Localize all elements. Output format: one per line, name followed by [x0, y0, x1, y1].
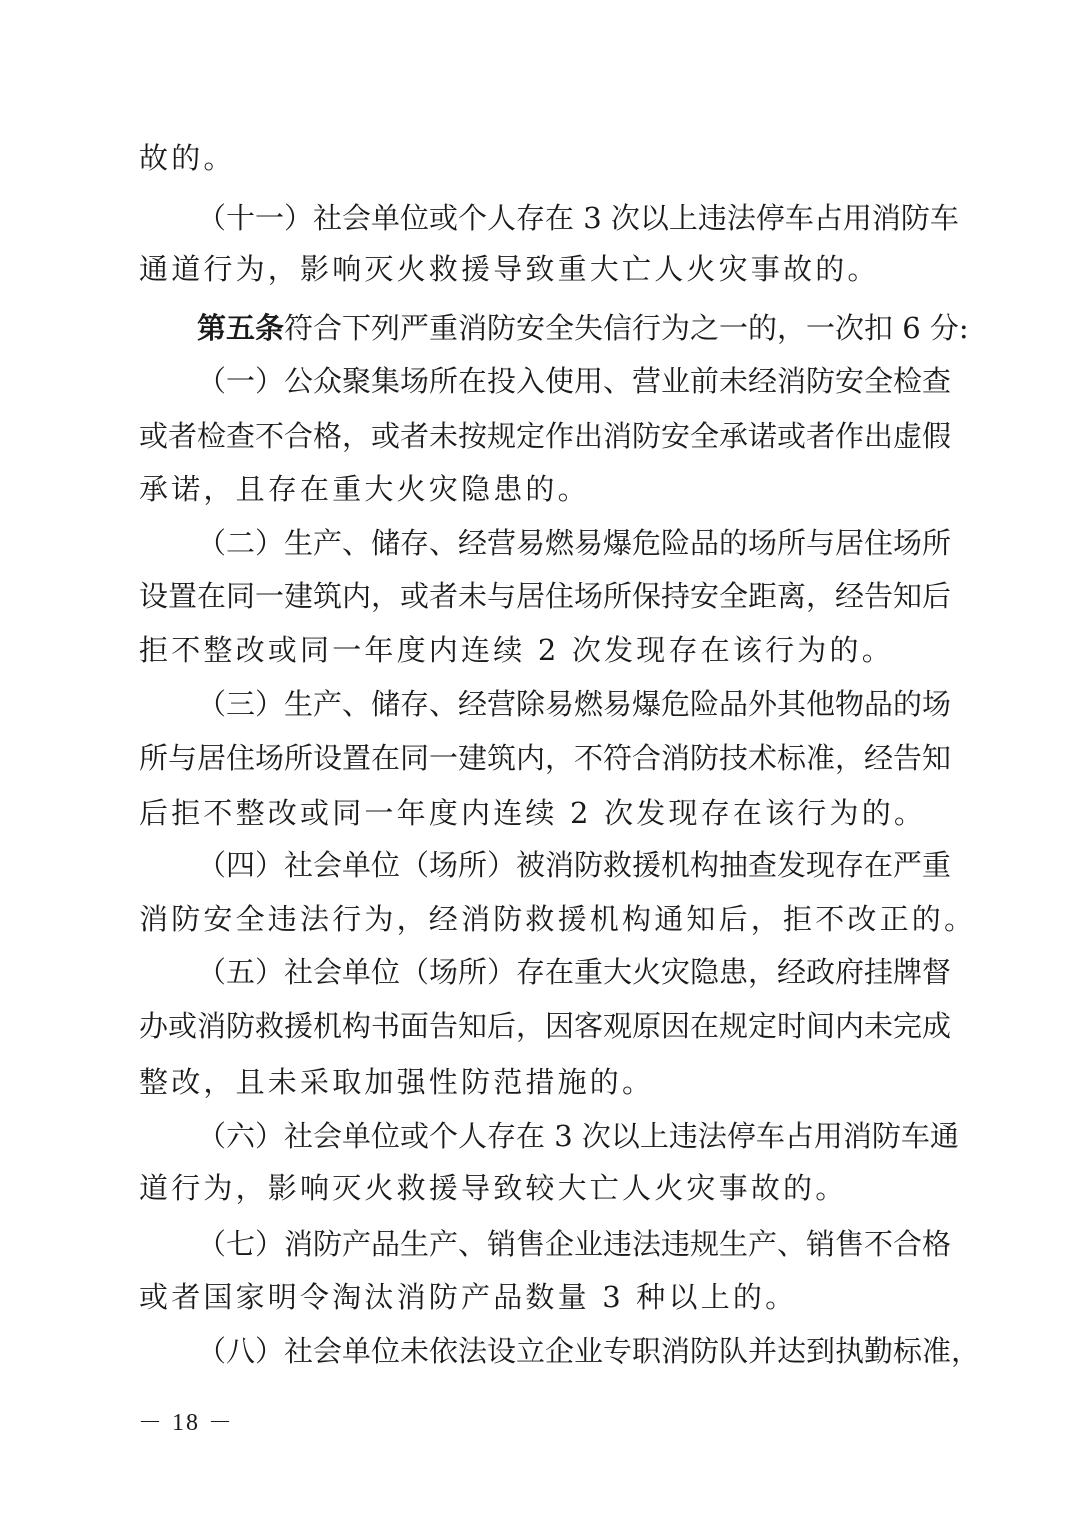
text-line: 办或消防救援机构书面告知后，因客观原因在规定时间内未完成 [139, 1009, 952, 1043]
text-line: 通道行为，影响灭火救援导致重大亡人火灾事故的。 [139, 252, 880, 286]
text-line: （二）生产、储存、经营易燃易爆危险品的场所与居住场所 [197, 526, 952, 560]
text-line: （七）消防产品生产、销售企业违法违规生产、销售不合格 [197, 1227, 952, 1261]
text-line: （五）社会单位（场所）存在重大火灾隐患，经政府挂牌督 [197, 955, 952, 989]
article-heading-line [197, 310, 969, 346]
text-line: （四）社会单位（场所）被消防救援机构抽查发现存在严重 [197, 848, 952, 882]
text-line: 道行为，影响灭火救援导致较大亡人火灾事故的。 [139, 1171, 848, 1205]
article-label: 第五条 [197, 311, 285, 345]
page-number: － 18 － [138, 1410, 234, 1436]
text-line: 故的。 [139, 141, 236, 175]
text-line: 或者检查不合格，或者未按规定作出消防安全承诺或者作出虚假 [139, 419, 952, 453]
text-line: 消防安全违法行为，经消防救援机构通知后，拒不改正的。 [139, 902, 977, 936]
text-line: 承诺，且存在重大火灾隐患的。 [139, 472, 590, 506]
text-line: （十一）社会单位或个人存在 3 次以上违法停车占用消防车 [197, 201, 959, 235]
text-line: （六）社会单位或个人存在 3 次以上违法停车占用消防车通 [197, 1119, 959, 1153]
text-line: 符合下列严重消防安全失信行为之一的，一次扣 6 分: [284, 311, 969, 345]
text-line: 拒不整改或同一年度内连续 2 次发现存在该行为的。 [139, 633, 894, 667]
text-line: （三）生产、储存、经营除易燃易爆危险品外其他物品的场 [197, 687, 952, 721]
text-line: 设置在同一建筑内，或者未与居住场所保持安全距离，经告知后 [139, 579, 952, 613]
text-line: 后拒不整改或同一年度内连续 2 次发现存在该行为的。 [139, 796, 927, 830]
text-line: 整改，且未采取加强性防范措施的。 [139, 1065, 655, 1099]
text-line: 或者国家明令淘汰消防产品数量 3 种以上的。 [139, 1280, 798, 1314]
text-line: （一）公众聚集场所在投入使用、营业前未经消防安全检查 [197, 364, 952, 398]
text-line: （八）社会单位未依法设立企业专职消防队并达到执勤标准， [197, 1334, 981, 1368]
text-line: 所与居住场所设置在同一建筑内，不符合消防技术标准，经告知 [139, 741, 952, 775]
